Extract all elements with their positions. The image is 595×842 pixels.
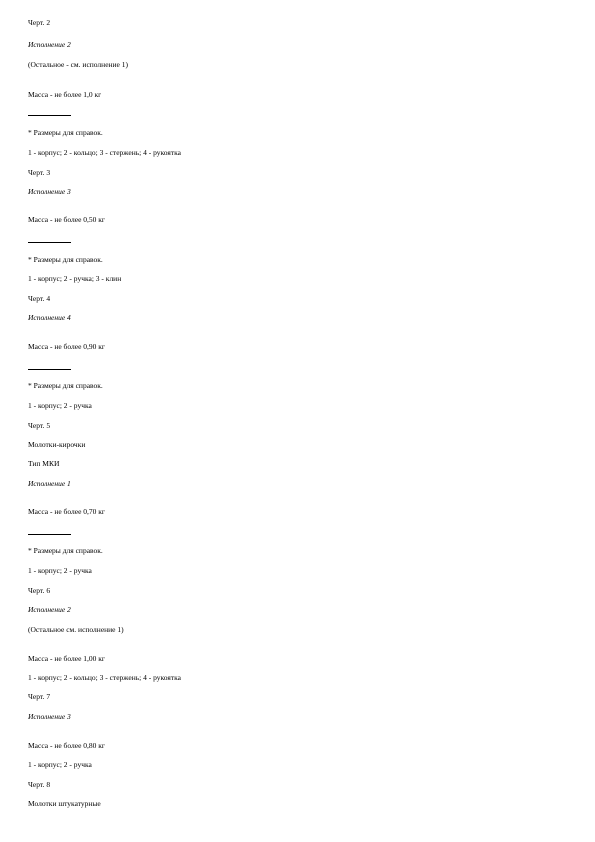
footnote-rule — [28, 534, 71, 535]
parts-legend: 1 - корпус; 2 - кольцо; 3 - стержень; 4 - рукоятка — [28, 673, 181, 682]
figure-caption: Черт. 8 — [28, 780, 51, 789]
footnote-rule — [28, 115, 71, 116]
version-heading: Исполнение 3 — [28, 712, 71, 721]
reference-note: (Остальное см. исполнение 1) — [28, 625, 124, 634]
mass-note: Масса - не более 0,50 кг — [28, 215, 106, 224]
footnote: * Размеры для справок. — [28, 381, 103, 390]
version-heading: Исполнение 2 — [28, 605, 71, 614]
section-heading: Молотки штукатурные — [28, 799, 101, 808]
figure-caption: Черт. 4 — [28, 294, 51, 303]
type-heading: Тип МКИ — [28, 459, 60, 468]
parts-legend: 1 - корпус; 2 - ручка — [28, 566, 92, 575]
version-heading: Исполнение 1 — [28, 479, 71, 488]
mass-note: Масса - не более 0,70 кг — [28, 507, 106, 516]
footnote: * Размеры для справок. — [28, 128, 103, 137]
parts-legend: 1 - корпус; 2 - ручка; 3 - клин — [28, 274, 122, 283]
reference-note: (Остальное - см. исполнение 1) — [28, 60, 128, 69]
section-heading: Молотки-кирочки — [28, 440, 86, 449]
mass-note: Масса - не более 0,90 кг — [28, 342, 106, 351]
parts-legend: 1 - корпус; 2 - кольцо; 3 - стержень; 4 - рукоятка — [28, 148, 181, 157]
mass-note: Масса - не более 0,80 кг — [28, 741, 106, 750]
footnote-rule — [28, 369, 71, 370]
footnote: * Размеры для справок. — [28, 546, 103, 555]
footnote-rule — [28, 242, 71, 243]
figure-caption: Черт. 6 — [28, 586, 51, 595]
figure-caption: Черт. 2 — [28, 18, 51, 27]
footnote: * Размеры для справок. — [28, 255, 103, 264]
version-heading: Исполнение 4 — [28, 313, 71, 322]
figure-caption: Черт. 5 — [28, 421, 51, 430]
version-heading: Исполнение 3 — [28, 187, 71, 196]
parts-legend: 1 - корпус; 2 - ручка — [28, 760, 92, 769]
figure-caption: Черт. 3 — [28, 168, 51, 177]
parts-legend: 1 - корпус; 2 - ручка — [28, 401, 92, 410]
mass-note: Масса - не более 1,0 кг — [28, 90, 102, 99]
version-heading: Исполнение 2 — [28, 40, 71, 49]
mass-note: Масса - не более 1,00 кг — [28, 654, 106, 663]
figure-caption: Черт. 7 — [28, 692, 51, 701]
